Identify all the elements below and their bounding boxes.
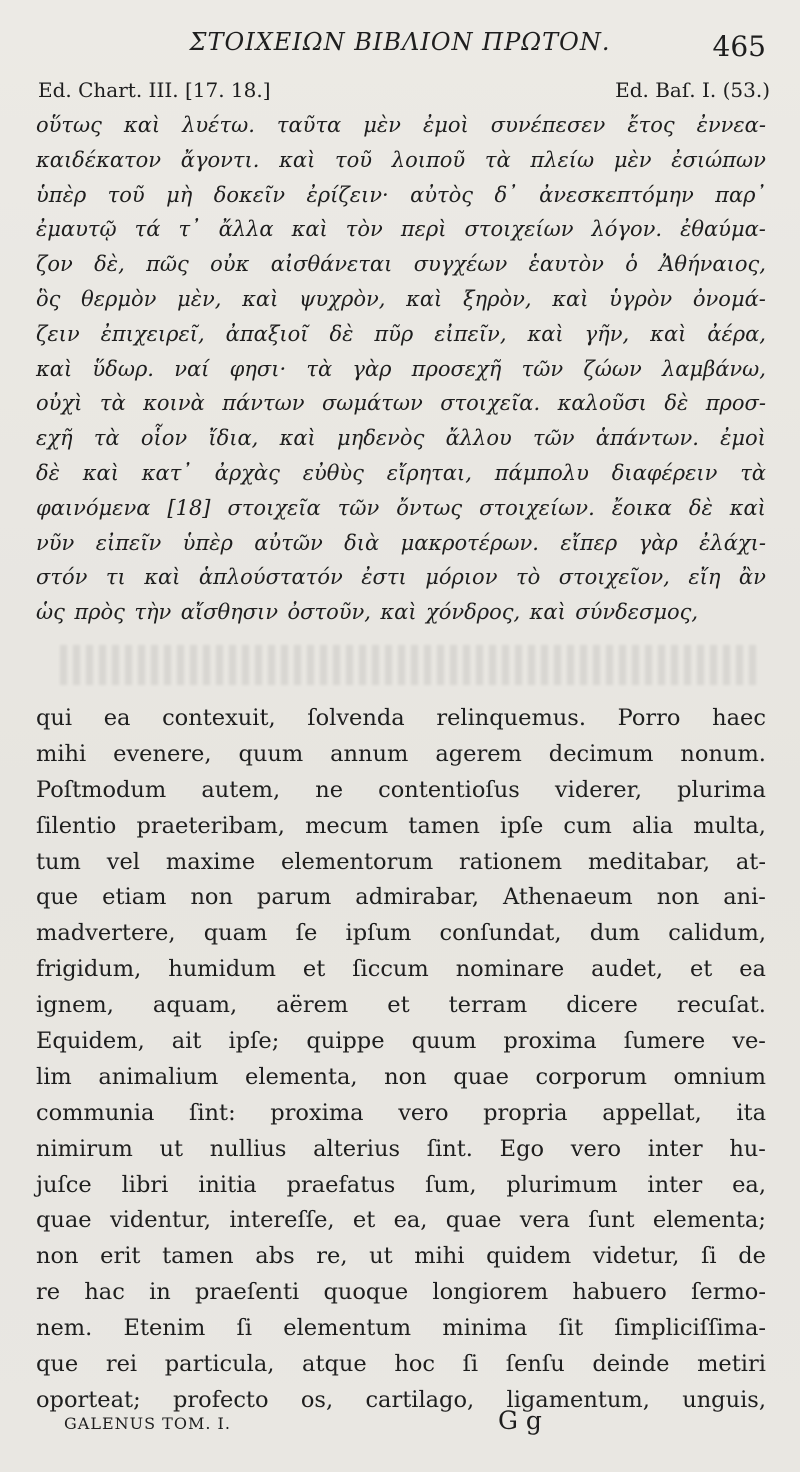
latin-line: qui ea contexuit, ſolvenda relinquemus. Porro haec <box>36 705 766 731</box>
greek-line: στόν τι καὶ ἁπλούστατόν ἐστι μόριον τὸ στοιχεῖον, εἴη ἂν <box>36 565 766 590</box>
latin-line: juſce libri initia praefatus ſum, plurimum inter ea, <box>36 1171 766 1198</box>
latin-line: madvertere, quam ſe ipſum conſundat, dum calidum, <box>36 920 766 947</box>
greek-line: οὐχὶ τὰ κοινὰ πάντων σωμάτων στοιχεῖα. καλοῦσι δὲ προσ- <box>36 391 766 416</box>
greek-line: ὡς πρὸς τὴν αἴσθησιν ὀστοῦν, καὶ χόνδρος, καὶ σύνδεσμος, <box>36 600 699 625</box>
greek-line: ζειν ἐπιχειρεῖ, ἀπαξιοῖ δὲ πῦρ εἰπεῖν, καὶ γῆν, καὶ ἀέρα, <box>36 321 766 346</box>
latin-line: lim animalium elementa, non quae corporum omnium <box>36 1063 766 1090</box>
page-number: 465 <box>712 30 766 63</box>
greek-line: φαινόμενα [18] στοιχεῖα τῶν ὄντως στοιχείων. ἔοικα δὲ καὶ <box>36 495 766 520</box>
latin-line: quae videntur, intereſſe, et ea, quae vera ſunt elementa; <box>36 1207 766 1234</box>
latin-line: Equidem, ait ipſe; quippe quum proxima ſumere ve- <box>36 1028 766 1055</box>
running-title: ΣΤΟΙΧΕΙΩΝ ΒΙΒΛΙΟΝ ΠΡΩΤΟΝ. <box>189 28 611 56</box>
latin-line: nem. Etenim ſi elementum minima ſit ſimpliciſſima- <box>36 1315 766 1342</box>
greek-line: ὃς θερμὸν μὲν, καὶ ψυχρὸν, καὶ ξηρὸν, καὶ ὑγρὸν ὀνομά- <box>36 286 766 311</box>
greek-line: καὶ ὕδωρ. ναί φησι· τὰ γὰρ προσεχῆ τῶν ζώων λαμβάνω, <box>36 356 766 381</box>
latin-line: frigidum, humidum et ſiccum nominare audet, et ea <box>36 956 766 983</box>
latin-line: non erit tamen abs re, ut mihi quidem videtur, ſi de <box>36 1243 766 1270</box>
footer-signature: GALENUS TOM. I. <box>64 1414 231 1433</box>
greek-line: ζον δὲ, πῶς οὐκ αἰσθάνεται συγχέων ἑαυτὸν ὁ Ἀθήναιος, <box>36 252 766 277</box>
latin-line: nimirum ut nullius alterius ſint. Ego vero inter hu- <box>36 1135 766 1162</box>
latin-line: que rei particula, atque hoc ſi ſenſu deinde metiri <box>36 1351 766 1378</box>
latin-line: re hac in praeſenti quoque longiorem habuero ſermo- <box>36 1279 766 1306</box>
latin-line: communia ſint: proxima vero propria appellat, ita <box>36 1099 766 1126</box>
latin-line: ignem, aquam, aërem et terram dicere recuſat. <box>36 992 766 1019</box>
latin-text-block <box>36 701 766 1419</box>
greek-line: δὲ καὶ κατ᾽ ἀρχὰς εὐθὺς εἴρηται, πάμπολυ διαφέρειν τὰ <box>36 460 766 485</box>
latin-line: Poſtmodum autem, ne contentioſus viderer, plurima <box>36 776 766 803</box>
greek-line: καιδέκατον ἄγοντι. καὶ τοῦ λοιποῦ τὰ πλείω μὲν ἐσιώπων <box>36 147 766 172</box>
latin-line: que etiam non parum admirabar, Athenaeum non ani- <box>36 884 766 911</box>
latin-line: tum vel maxime elementorum rationem meditabar, at- <box>36 848 766 875</box>
greek-line: εχῆ τὰ οἷον ἴδια, καὶ μηδενὸς ἄλλου τῶν ἁπάντων. ἐμοὶ <box>36 426 766 451</box>
greek-line: ἐμαυτῷ τά τ᾽ ἄλλα καὶ τὸν περὶ στοιχείων λόγον. ἐθαύμα- <box>36 217 766 242</box>
greek-text-block <box>36 108 766 630</box>
edition-reference-right: Ed. Baſ. I. (53.) <box>615 78 770 102</box>
greek-line: οὕτως καὶ λυέτω. ταῦτα μὲν ἐμοὶ συνέπεσεν ἔτος ἐννεα- <box>36 113 766 137</box>
greek-line: ὑπὲρ τοῦ μὴ δοκεῖν ἐρίζειν· αὐτὸς δ᾽ ἀνεσκεπτόμην παρ᾽ <box>36 182 766 207</box>
edition-reference-left: Ed. Chart. III. [17. 18.] <box>38 78 271 102</box>
show-through-text <box>60 645 760 685</box>
latin-line: mihi evenere, quum annum agerem decimum nonum. <box>36 740 766 767</box>
gathering-mark: G g <box>498 1406 542 1435</box>
greek-line: νῦν εἰπεῖν ὑπὲρ αὐτῶν διὰ μακροτέρων. εἴπερ γὰρ ἐλάχι- <box>36 530 766 555</box>
latin-line: oporteat; profecto os, cartilago, ligamentum, unguis, <box>36 1386 766 1413</box>
latin-line: ſilentio praeteribam, mecum tamen ipſe cum alia multa, <box>36 812 766 839</box>
